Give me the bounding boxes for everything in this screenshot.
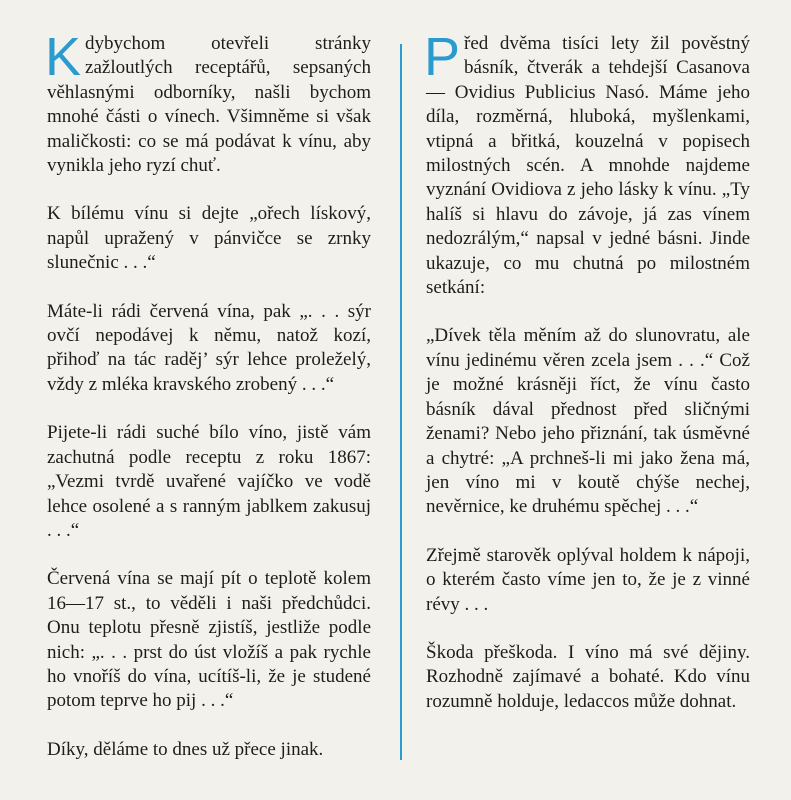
right-paragraph-4: Škoda přeškoda. I víno má své dějiny. Rozhodně zajímavé a bohaté. Kdo vínu rozumně holduje, ledaccos může dohnat. [426,641,750,712]
left-paragraph-5: Červená vína se mají pít o teplotě kolem 16—17 st., to věděli i naši předchůdci. Onu teplotu přesně zjistíš, jestliže podle nich: „. . . prst do úst vložíš a pak rychle ho vnoříš do vína, ucítíš-li, že je studené potom teprve ho pij . . .“ [47,568,371,712]
left-paragraph-4: Pijete-li rádi suché bílo víno, jistě vám zachutná podle receptu z roku 1867: „Vezmi tvrdě uvařené vajíčko ve vodě lehce osolené a s ranným jablkem zakusuj . . .“ [47,422,371,541]
drop-cap-k: K [45,27,82,87]
right-paragraph-2: „Dívek těla měním až do slunovratu, ale vínu jedinému věren zcela jsem . . .“ Což je možné krásněji říct, že vínu často básník dával přednost před sličnými ženami? Nebo jeho přiznání, tak úsměvné a chytré: „A prchneš-li mi jako žena má, jen víno mi v koutě chýše nechej, nevěrnice, ke druhému spěchej . . .“ [426,325,750,518]
left-paragraph-6: Díky, děláme to dnes už přece jinak. [47,738,324,760]
right-column [424,27,750,738]
left-column [45,27,371,786]
left-paragraph-2: K bílému vínu si dejte „ořech lískový, napůl upražený v pánvičce se zrnky slunečnic . . .“ [47,203,371,274]
left-paragraph-3: Máte-li rádi červená vína, pak „. . . sýr ovčí nepodávej k němu, natož kozí, přihoď na tác raděj’ sýr lehce proleželý, vždy z mléka kravského zrobený . . .“ [47,300,371,395]
column-divider [400,44,402,760]
right-paragraph-3: Zřejmě starověk oplýval holdem k nápoji, o kterém často víme jen to, že je z vinné révy . . . [426,544,750,615]
right-intro-text: řed dvěma tisíci lety žil pověstný básník, čtverák a tehdejší Casanova — Ovidius Publicius Nasó. Máme jeho díla, rozměrná, hluboká, myšlenkami, vtipná a břitká, kouzelná v popisech milostných scén. A mnohde najdeme vyznání Ovidiova z jeho lásky k vínu. „Ty halíš si hlavu do závoje, já zas vínem nedozrálým,“ napsal v jedné básni. Jinde ukazuje, co mu chutná po milostném setkání: [426,33,750,299]
drop-cap-p: P [424,27,461,87]
right-intro-paragraph [424,27,750,300]
left-intro-text: dybychom otevřeli stránky zažloutlých receptářů, sepsaných věhlasnými odborníky, našli bychom mnohé části o vínech. Všimněme si však maličkosti: co se má podávat k vínu, aby vynikla jeho ryzí chuť. [47,33,371,177]
left-intro-paragraph [45,27,371,178]
